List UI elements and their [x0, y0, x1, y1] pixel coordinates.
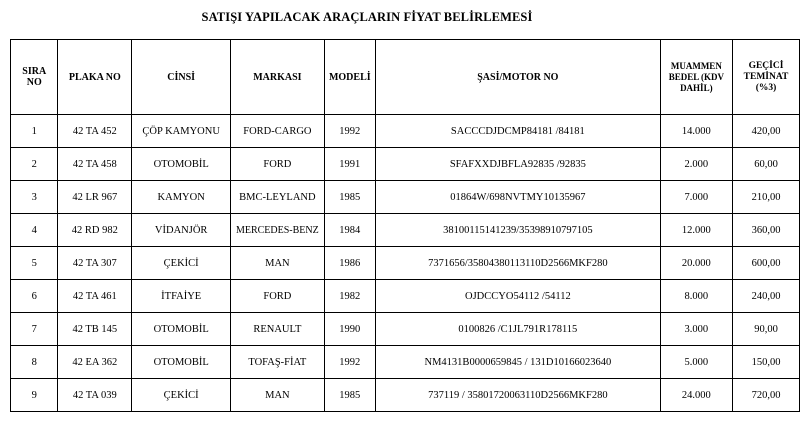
cell-modeli: 1990: [324, 313, 376, 346]
cell-plaka: 42 RD 982: [58, 214, 132, 247]
table-row: [11, 280, 800, 313]
cell-cinsi: OTOMOBİL: [132, 346, 231, 379]
header-sasi-motor-no: ŞASİ/MOTOR NO: [376, 40, 661, 115]
cell-cinsi: ÇEKİCİ: [132, 379, 231, 412]
table-header-row: [11, 40, 800, 115]
header-muammen-bedel: MUAMMEN BEDEL (KDV DAHİL): [660, 40, 732, 115]
cell-plaka: 42 TA 458: [58, 148, 132, 181]
cell-plaka: 42 TA 307: [58, 247, 132, 280]
header-gecici-teminat: GEÇİCİ TEMİNAT (%3): [733, 40, 800, 115]
cell-bedel: 24.000: [660, 379, 732, 412]
cell-cinsi: KAMYON: [132, 181, 231, 214]
cell-cinsi: İTFAİYE: [132, 280, 231, 313]
cell-teminat: 420,00: [733, 115, 800, 148]
header-sira-no: SIRA NO: [11, 40, 58, 115]
cell-sira: 1: [11, 115, 58, 148]
cell-markasi: MERCEDES-BENZ: [231, 214, 324, 247]
cell-bedel: 2.000: [660, 148, 732, 181]
cell-teminat: 150,00: [733, 346, 800, 379]
cell-plaka: 42 EA 362: [58, 346, 132, 379]
cell-bedel: 12.000: [660, 214, 732, 247]
cell-markasi: BMC-LEYLAND: [231, 181, 324, 214]
cell-modeli: 1992: [324, 115, 376, 148]
cell-modeli: 1986: [324, 247, 376, 280]
vehicle-price-table: [10, 39, 800, 412]
cell-bedel: 7.000: [660, 181, 732, 214]
cell-markasi: FORD-CARGO: [231, 115, 324, 148]
header-modeli: MODELİ: [324, 40, 376, 115]
cell-markasi: MAN: [231, 379, 324, 412]
cell-plaka: 42 TA 461: [58, 280, 132, 313]
document-title: SATIŞI YAPILACAK ARAÇLARIN FİYAT BELİRLEMESİ: [201, 10, 533, 24]
table-row: [11, 214, 800, 247]
cell-plaka: 42 LR 967: [58, 181, 132, 214]
table-row: [11, 379, 800, 412]
cell-cinsi: OTOMOBİL: [132, 313, 231, 346]
table-row: [11, 313, 800, 346]
cell-cinsi: VİDANJÖR: [132, 214, 231, 247]
cell-teminat: 240,00: [733, 280, 800, 313]
table-row: [11, 247, 800, 280]
cell-modeli: 1982: [324, 280, 376, 313]
cell-sira: 8: [11, 346, 58, 379]
cell-bedel: 20.000: [660, 247, 732, 280]
table-row: [11, 181, 800, 214]
cell-modeli: 1984: [324, 214, 376, 247]
cell-sasi: 0100826 /C1JL791R178115: [376, 313, 661, 346]
cell-markasi: FORD: [231, 280, 324, 313]
cell-sira: 6: [11, 280, 58, 313]
table-row: [11, 115, 800, 148]
header-cinsi: CİNSİ: [132, 40, 231, 115]
cell-modeli: 1985: [324, 379, 376, 412]
cell-modeli: 1985: [324, 181, 376, 214]
cell-cinsi: OTOMOBİL: [132, 148, 231, 181]
cell-teminat: 60,00: [733, 148, 800, 181]
table-row: [11, 346, 800, 379]
cell-modeli: 1992: [324, 346, 376, 379]
cell-markasi: MAN: [231, 247, 324, 280]
cell-teminat: 90,00: [733, 313, 800, 346]
cell-plaka: 42 TA 039: [58, 379, 132, 412]
cell-teminat: 720,00: [733, 379, 800, 412]
cell-sira: 7: [11, 313, 58, 346]
cell-sasi: 7371656/35804380113110D2566MKF280: [376, 247, 661, 280]
cell-markasi: RENAULT: [231, 313, 324, 346]
cell-teminat: 600,00: [733, 247, 800, 280]
cell-bedel: 3.000: [660, 313, 732, 346]
cell-plaka: 42 TB 145: [58, 313, 132, 346]
cell-sasi: 737119 / 35801720063110D2566MKF280: [376, 379, 661, 412]
header-markasi: MARKASI: [231, 40, 324, 115]
cell-teminat: 360,00: [733, 214, 800, 247]
cell-cinsi: ÇÖP KAMYONU: [132, 115, 231, 148]
cell-sira: 5: [11, 247, 58, 280]
cell-teminat: 210,00: [733, 181, 800, 214]
cell-markasi: TOFAŞ-FİAT: [231, 346, 324, 379]
cell-sasi: 38100115141239/35398910797105: [376, 214, 661, 247]
cell-sasi: NM4131B0000659845 / 131D10166023640: [376, 346, 661, 379]
cell-cinsi: ÇEKİCİ: [132, 247, 231, 280]
cell-sira: 9: [11, 379, 58, 412]
cell-sira: 2: [11, 148, 58, 181]
cell-sira: 3: [11, 181, 58, 214]
cell-bedel: 14.000: [660, 115, 732, 148]
cell-sira: 4: [11, 214, 58, 247]
cell-sasi: SFAFXXDJBFLA92835 /92835: [376, 148, 661, 181]
cell-modeli: 1991: [324, 148, 376, 181]
header-plaka-no: PLAKA NO: [58, 40, 132, 115]
cell-markasi: FORD: [231, 148, 324, 181]
cell-sasi: OJDCCYO54112 /54112: [376, 280, 661, 313]
cell-bedel: 8.000: [660, 280, 732, 313]
cell-plaka: 42 TA 452: [58, 115, 132, 148]
cell-sasi: SACCCDJDCMP84181 /84181: [376, 115, 661, 148]
cell-sasi: 01864W/698NVTMY10135967: [376, 181, 661, 214]
cell-bedel: 5.000: [660, 346, 732, 379]
table-row: [11, 148, 800, 181]
